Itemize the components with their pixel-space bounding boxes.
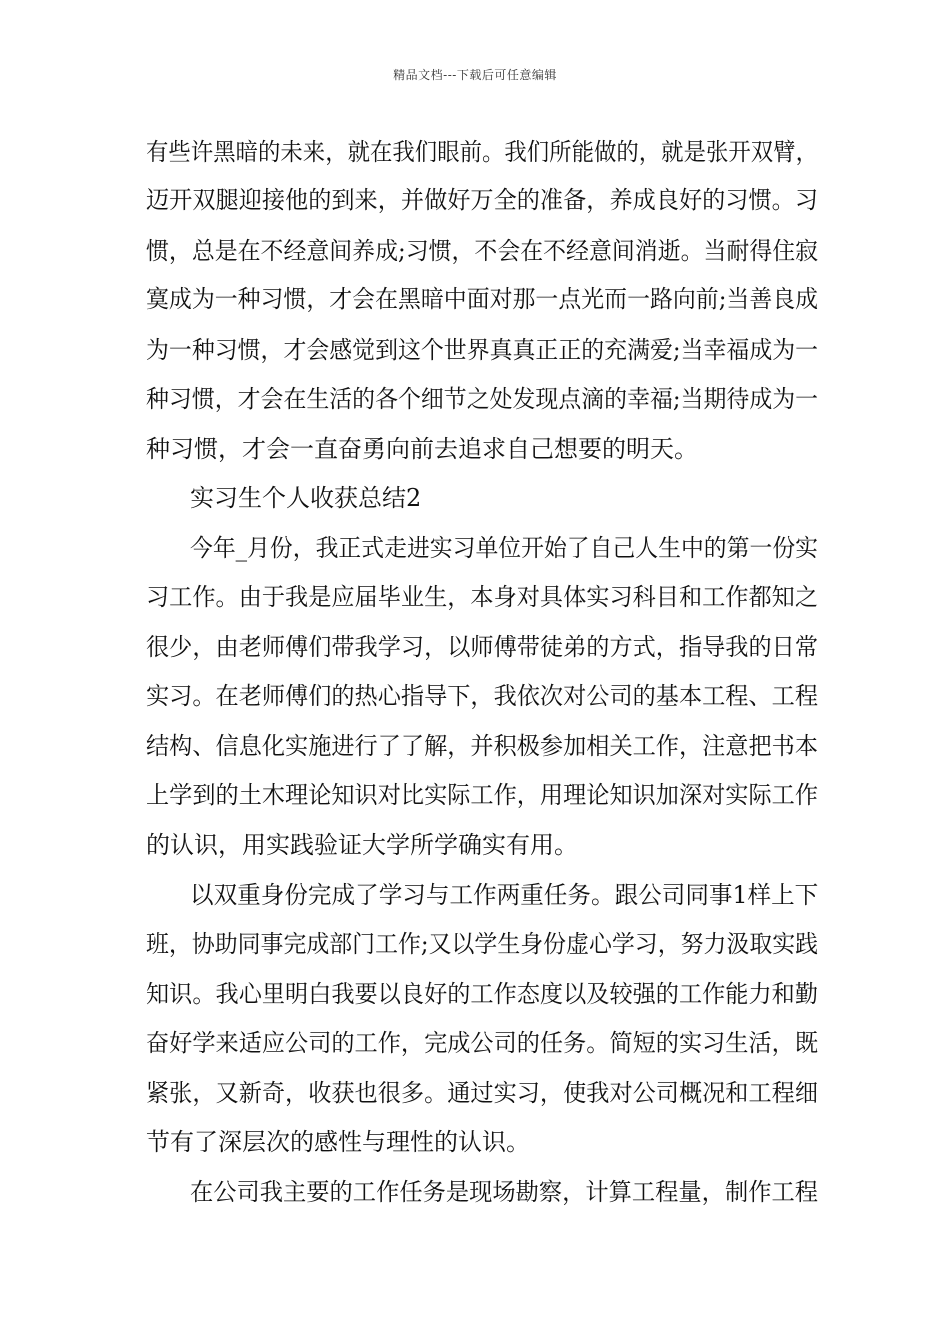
- paragraph-1-line-1: 有些许黑暗的未来，就在我们眼前。我们所能做的，就是张开双臂，: [146, 138, 818, 166]
- paragraph-3-line-1: 以双重身份完成了学习与工作两重任务。跟公司同事1样上下: [190, 881, 819, 909]
- paragraph-2-line-5: 结构、信息化实施进行了了解，并积极参加相关工作，注意把书本: [146, 732, 818, 760]
- paragraph-1-line-3: 惯，总是在不经意间养成;习惯，不会在不经意间消逝。当耐得住寂: [146, 237, 819, 265]
- paragraph-3-line-2: 班，协助同事完成部门工作;又以学生身份虚心学习，努力汲取实践: [146, 930, 819, 958]
- paragraph-1-line-7: 种习惯，才会一直奋勇向前去追求自己想要的明天。: [146, 435, 698, 463]
- paragraph-1-line-4: 寞成为一种习惯，才会在黑暗中面对那一点光而一路向前;当善良成: [146, 285, 819, 313]
- section-heading: 实习生个人收获总结2: [190, 484, 422, 512]
- paragraph-2-line-2: 习工作。由于我是应届毕业生，本身对具体实习科目和工作都知之: [146, 583, 818, 611]
- paragraph-2-line-4: 实习。在老师傅们的热心指导下，我依次对公司的基本工程、工程: [146, 682, 818, 710]
- paragraph-2-line-3: 很少，由老师傅们带我学习，以师傅带徒弟的方式，指导我的日常: [146, 633, 818, 661]
- paragraph-2-line-1: 今年_月份，我正式走进实习单位开始了自己人生中的第一份实: [190, 534, 818, 562]
- paragraph-2-line-7: 的认识，用实践验证大学所学确实有用。: [146, 831, 578, 859]
- page-header: 精品文档---下载后可任意编辑: [393, 68, 557, 82]
- paragraph-1-line-5: 为一种习惯，才会感觉到这个世界真真正正的充满爱;当幸福成为一: [146, 336, 819, 364]
- paragraph-4-line-1: 在公司我主要的工作任务是现场勘察，计算工程量，制作工程: [190, 1178, 818, 1206]
- paragraph-3-line-3: 知识。我心里明白我要以良好的工作态度以及较强的工作能力和勤: [146, 980, 818, 1008]
- paragraph-3-line-4: 奋好学来适应公司的工作，完成公司的任务。简短的实习生活，既: [146, 1029, 818, 1057]
- paragraph-1-line-2: 迈开双腿迎接他的到来，并做好万全的准备，养成良好的习惯。习: [146, 186, 818, 214]
- paragraph-1-line-6: 种习惯，才会在生活的各个细节之处发现点滴的幸福;当期待成为一: [146, 385, 819, 413]
- paragraph-3-line-6: 节有了深层次的感性与理性的认识。: [146, 1128, 530, 1156]
- paragraph-3-line-5: 紧张，又新奇，收获也很多。通过实习，使我对公司概况和工程细: [146, 1079, 818, 1107]
- paragraph-2-line-6: 上学到的土木理论知识对比实际工作，用理论知识加深对实际工作: [146, 781, 818, 809]
